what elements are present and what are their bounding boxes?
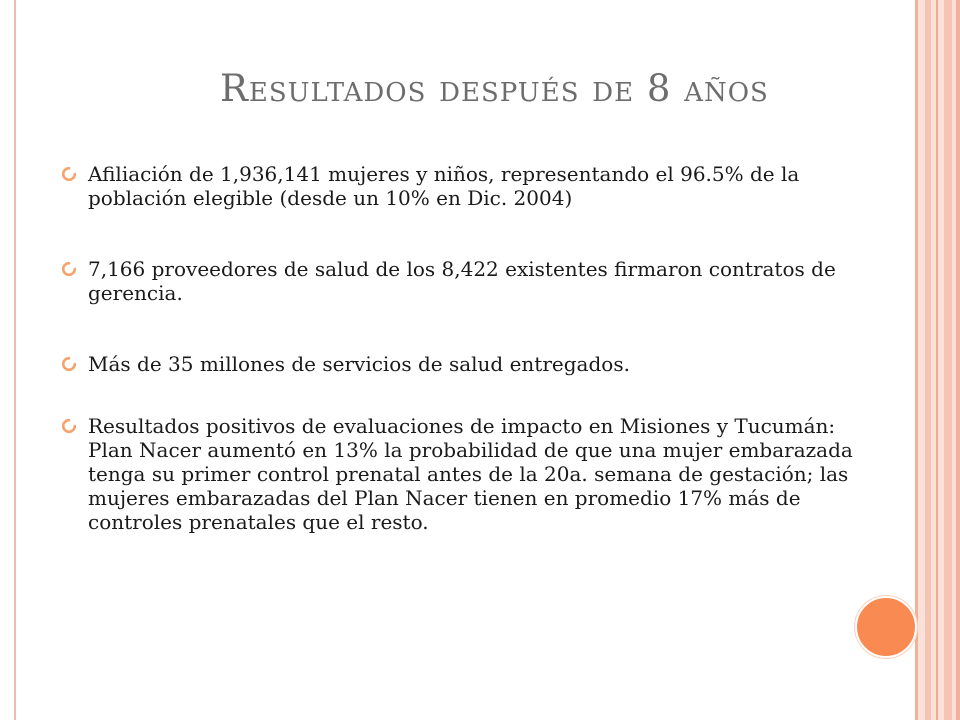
orange-ring-bullet-icon (62, 167, 76, 181)
bullet-text: 7,166 proveedores de salud de los 8,422 existentes firmaron contratos de gerencia. (88, 257, 836, 305)
bullet-text: Afiliación de 1,936,141 mujeres y niños, representando el 96.5% de la población elegible (desde un 10% en Dic. 2004) (88, 162, 800, 210)
bullet-list (62, 162, 862, 534)
stripe-5 (956, 0, 960, 720)
orange-circle-decoration (855, 596, 917, 658)
stripe-3 (936, 0, 938, 720)
left-border-line (14, 0, 16, 720)
bullet-text: Resultados positivos de evaluaciones de impacto en Misiones y Tucumán: Plan Nacer aumentó en 13% la probabilidad de que una mujer embarazada tenga su primer control prenatal antes de la 20a. semana de gestación; las mujeres embarazadas del Plan Nacer tienen en promedio 17% más de controles prenatales que el resto. (88, 414, 853, 534)
stripe-2 (925, 0, 931, 720)
bullet-item (62, 257, 862, 305)
stripe-1 (915, 0, 918, 720)
orange-ring-bullet-icon (62, 419, 76, 433)
bullet-text: Más de 35 millones de servicios de salud entregados. (88, 352, 630, 376)
bullet-item (62, 162, 862, 210)
slide-title: Resultados después de 8 años (220, 67, 769, 110)
orange-ring-bullet-icon (62, 357, 76, 371)
bullet-item (62, 414, 862, 534)
orange-ring-bullet-icon (62, 262, 76, 276)
stripe-4 (944, 0, 952, 720)
bullet-item (62, 352, 862, 376)
